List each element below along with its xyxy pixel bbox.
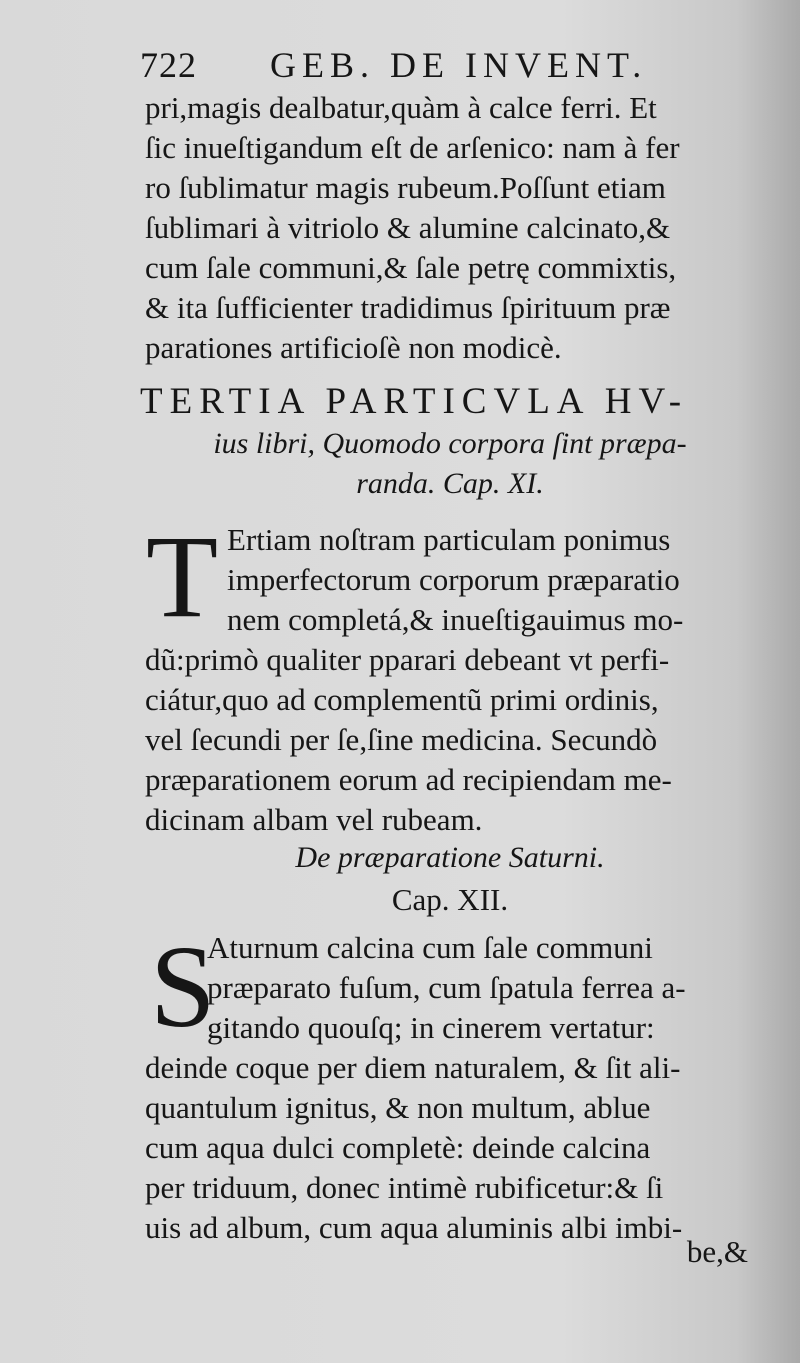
text-line: dicinam albam vel rubeam. — [145, 802, 483, 837]
text-line: gitando quouſq; in cinerem vertatur: — [207, 1010, 655, 1045]
text-line: ro ſublimatur magis rubeum.Poſſunt etiam — [145, 170, 666, 205]
text-line: præparato fuſum, cum ſpatula ferrea a- — [207, 970, 686, 1005]
text-line: parationes artificioſè non modicè. — [145, 330, 562, 365]
text-line: quantulum ignitus, & non multum, ablue — [145, 1090, 651, 1125]
section-heading-line: randa. Cap. XI. — [356, 467, 544, 500]
text-line: nem completá,& inueſtigauimus mo- — [227, 602, 684, 637]
text-line: deinde coque per diem naturalem, & ſit ali- — [145, 1050, 681, 1085]
section-heading — [140, 380, 760, 504]
page-number: 722 — [140, 45, 197, 85]
section-heading-line: ius libri, Quomodo corpora ſint præpa- — [213, 427, 687, 460]
text-line: cum aqua dulci completè: deinde calcina — [145, 1130, 651, 1165]
drop-cap: S — [150, 921, 216, 1052]
text-line: pri,magis dealbatur,quàm à calce ferri. Et — [145, 90, 657, 125]
text-line: dũ:primò qualiter pparari debeant vt perfi- — [145, 642, 670, 677]
text-line: imperfectorum corporum præparatio — [227, 562, 680, 597]
drop-cap: T — [146, 511, 219, 642]
text-line: per triduum, donec intimè rubificetur:& ſi — [145, 1170, 664, 1205]
text-line: & ita ſufficienter tradidimus ſpirituum præ — [145, 290, 671, 325]
text-line: Ertiam noſtram particulam ponimus — [227, 522, 671, 557]
page-header — [140, 38, 760, 88]
text-line: vel ſecundi per ſe,ſine medicina. Secundò — [145, 722, 658, 757]
section-heading-caps: TERTIA PARTICVLA HV- — [140, 381, 689, 422]
chapter-heading — [140, 838, 760, 922]
catchword: be,& — [686, 1234, 748, 1269]
running-title: GEB. DE INVENT. — [270, 45, 648, 85]
chapter-number: Cap. XII. — [391, 882, 509, 917]
paragraph-c — [145, 921, 757, 1248]
text-line: præparationem eorum ad recipiendam me- — [145, 762, 672, 797]
text-line: ſic inueſtigandum eſt de arſenico: nam à fer — [145, 130, 680, 165]
paragraph-b — [145, 511, 757, 840]
chapter-title: De præparatione Saturni. — [295, 841, 605, 874]
paragraph-a — [145, 88, 757, 368]
text-line: cum ſale communi,& ſale petrę commixtis, — [145, 250, 677, 285]
text-line: Aturnum calcina cum ſale communi — [207, 930, 653, 965]
text-line: ſublimari à vitriolo & alumine calcinato,& — [145, 210, 671, 245]
text-line: uis ad album, cum aqua aluminis albi imbi- — [145, 1210, 683, 1245]
text-line: ciátur,quo ad complementũ primi ordinis, — [145, 682, 659, 717]
